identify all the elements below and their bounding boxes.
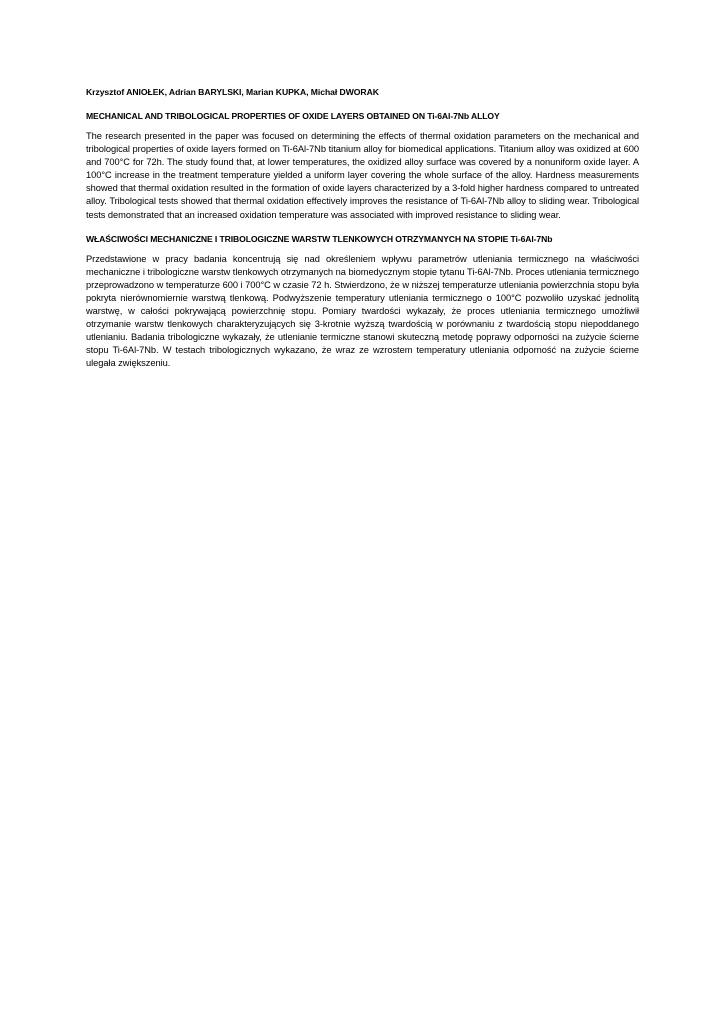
english-abstract: The research presented in the paper was focused on determining the effects of thermal oxidation parameters on the mechanical and tribological properties of oxide layers formed on Ti-6Al-7Nb titanium alloy for biomedical applications. Titanium alloy was oxidized at 600 and 700°C for 72h. The study found that, at lower temperatures, the oxidized alloy surface was covered by a nonuniform oxide layer. A 100°C increase in the treatment temperature yielded a uniform layer covering the whole surface of the alloy. Hardness measurements showed that thermal oxidation resulted in the formation of oxide layers characterized by a 3-fold higher hardness compared to untreated alloy. Tribological tests showed that thermal oxidation effectively improves the resistance of Ti-6Al-7Nb alloy to sliding wear. Tribological tests demonstrated that an increased oxidation temperature was associated with improved resistance to sliding wear. bbox=[86, 131, 639, 220]
polish-abstract: Przedstawione w pracy badania koncentrują się nad określeniem wpływu parametrów utleniania termicznego na właściwości mechaniczne i tribologiczne warstw tlenkowych otrzymanych na biomedycznym stopie tytanu Ti-6Al-7Nb. Proces utleniania termicznego przeprowadzono w temperaturze 600 i 700°C w czasie 72 h. Stwierdzono, że w niższej temperaturze utleniania powierzchnia stopu była pokryta nierównomiernie warstwą tlenkową. Podwyższenie temperatury utleniania termicznego o 100°C pozwoliło uzyskać jednolitą warstwę, w całości pokrywającą powierzchnię stopu. Pomiary twardości wykazały, że proces utleniania termicznego umożliwił otrzymanie warstw tlenkowych charakteryzujących się 3-krotnie wyższą twardością w porównaniu z twardością stopu niepoddanego utlenianiu. Badania tribologiczne wykazały, że utlenianie termiczne stanowi skuteczną metodę poprawy odporności na zużycie ścierne stopu Ti-6Al-7Nb. W testach tribologicznych wykazano, że wraz ze wzrostem temperatury utleniania odporność na zużycie ścierne ulegała zwiększeniu. bbox=[86, 253, 639, 369]
english-title: MECHANICAL AND TRIBOLOGICAL PROPERTIES OF OXIDE LAYERS OBTAINED ON Ti-6Al-7Nb ALLOY bbox=[86, 111, 500, 121]
document-page bbox=[86, 86, 639, 382]
polish-title: WŁAŚCIWOŚCI MECHANICZNE I TRIBOLOGICZNE WARSTW TLENKOWYCH OTRZYMANYCH NA STOPIE Ti-6Al-7Nb bbox=[86, 233, 553, 244]
authors-line: Krzysztof ANIOŁEK, Adrian BARYLSKI, Marian KUPKA, Michał DWORAK bbox=[86, 87, 379, 97]
